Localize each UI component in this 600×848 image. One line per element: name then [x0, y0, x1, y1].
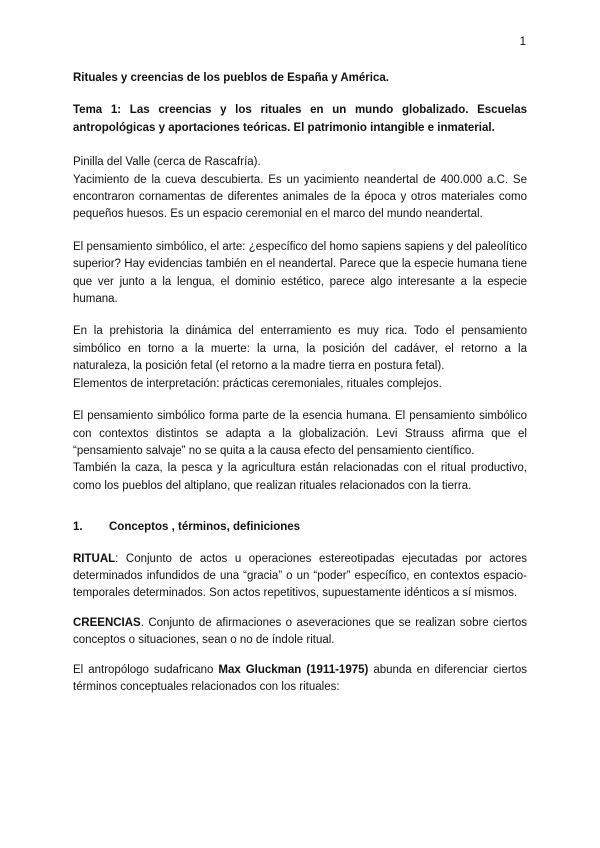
section-title: Conceptos , términos, definiciones: [109, 521, 301, 534]
section-number: 1.: [73, 521, 83, 534]
paragraph-essence: El pensamiento simbólico forma parte de la esencia humana. El pensamiento simbólico con contextos distintos se adapta a la globalización. Levi Strauss afirma que el “pensamiento salvaje” no se quita a la causa efecto del pensamiento científico.: [73, 410, 527, 457]
definition-creencias-text: . Conjunto de afirmaciones o aseveraciones que se realizan sobre ciertos conceptos o situaciones, sean o no de índole ritual.: [73, 616, 527, 647]
definition-creencias: [73, 615, 527, 650]
definition-ritual: [73, 551, 527, 603]
paragraph-cave: Yacimiento de la cueva descubierta. Es un yacimiento neandertal de 400.000 a.C. Se encontraron cornamentas de diferentes animales de la época y otros materiales como pequeños huesos. Es un espacio ceremonial en el marco del mundo neandertal.: [73, 173, 527, 221]
document-title: Rituales y creencias de los pueblos de España y América.: [73, 72, 389, 84]
author-name: Max Gluckman: [218, 663, 302, 676]
document-body: [73, 70, 527, 696]
author-years: (1911-1975): [306, 663, 369, 676]
gluckman-intro: El antropólogo sudafricano: [73, 663, 219, 676]
paragraph-symbolic-thought: El pensamiento simbólico, el arte: ¿específico del homo sapiens sapiens y del paleolítico superior? Hay evidencias también en el neandertal. Parece que la especie humana tiene que ver junto a la lengua, el dominio estético, parece algo interesante a la especie humana.: [73, 240, 527, 306]
paragraph-productive-ritual: También la caza, la pesca y la agricultura están relacionadas con el ritual productivo, como los pueblos del altiplano, que realizan rituales relacionados con la tierra.: [73, 462, 527, 492]
topic-heading: Tema 1: Las creencias y los rituales en un mundo globalizado. Escuelas antropológicas y aportaciones teóricas. El patrimonio intangible e inmaterial.: [73, 104, 527, 134]
term-creencias: CREENCIAS: [73, 616, 141, 629]
paragraph-location: Pinilla del Valle (cerca de Rascafría).: [73, 156, 261, 169]
paragraph-burial: En la prehistoria la dinámica del enterramiento es muy rica. Todo el pensamiento simbólico en torno a la muerte: la urna, la posición del cadáver, el retorno a la naturaleza, la posición fetal (el retorno a la madre tierra en postura fetal).: [73, 325, 527, 373]
gluckman-rest: abunda en diferenciar ciertos términos conceptuales relacionados con los rituales:: [73, 663, 527, 693]
definition-ritual-text: : Conjunto de actos u operaciones estereotipadas ejecutadas por actores determinados infundidos de una “gracia” o un “poder” específico, en contextos espacio-temporales determinados. Son actos repetitivos, supuestamente idénticos a sí mismos.: [73, 552, 527, 600]
term-ritual: RITUAL: [73, 552, 116, 565]
section-heading: [73, 519, 527, 536]
paragraph-gluckman: [73, 662, 527, 697]
page-number: 1: [519, 36, 526, 48]
paragraph-interpretation: Elementos de interpretación: prácticas ceremoniales, rituales complejos.: [73, 377, 442, 390]
